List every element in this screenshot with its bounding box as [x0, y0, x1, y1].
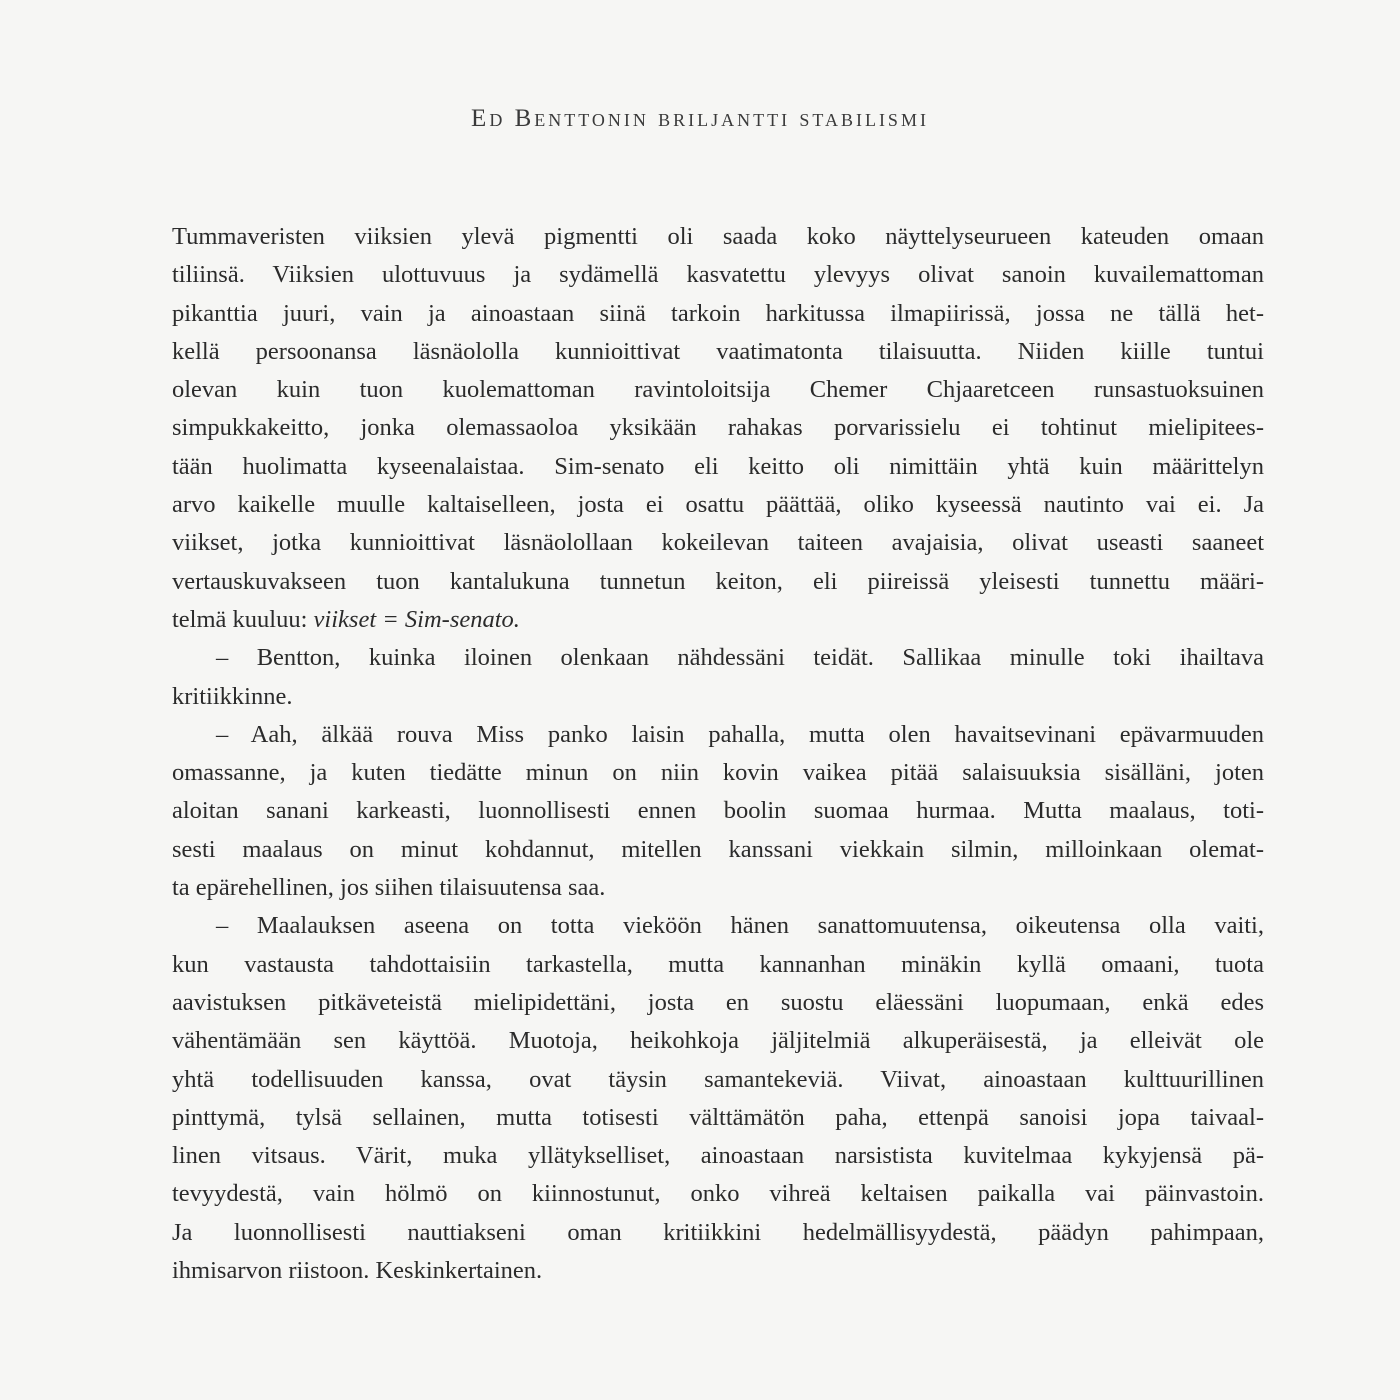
- text-line: aloitan sanani karkeasti, luonnollisesti ennen boolin suomaa hurmaa. Mutta maalaus, toti-: [172, 797, 1264, 825]
- text-line: pinttymä, tylsä sellainen, mutta totisesti välttämätön paha, ettenpä sanoisi jopa taivaal-: [172, 1103, 1264, 1131]
- text-line: [172, 601, 1264, 639]
- definition-prefix: telmä kuuluu:: [172, 605, 314, 633]
- text-line: ihmisarvon riistoon. Keskinkertainen.: [172, 1257, 543, 1285]
- text-line: viikset, jotka kunnioittivat läsnäolollaan kokeilevan taiteen avajaisia, olivat useasti saaneet: [172, 529, 1264, 557]
- text-line: ta epärehellinen, jos siihen tilaisuutensa saa.: [172, 874, 606, 902]
- text-line: pikanttia juuri, vain ja ainoastaan siinä tarkoin harkitussa ilmapiirissä, jossa ne tällä het-: [172, 299, 1264, 327]
- running-head-title: Ed Benttonin briljantti stabilismi: [471, 105, 929, 132]
- dialogue-line: – Bentton, kuinka iloinen olenkaan nähdessäni teidät. Sallikaa minulle toki ihailtava: [216, 644, 1264, 672]
- text-line: vähentämään sen käyttöä. Muotoja, heikohkoja jäljitelmiä alkuperäisestä, ja elleivät ole: [172, 1027, 1264, 1055]
- text-line: olevan kuin tuon kuolemattoman ravintoloitsija Chemer Chjaaretceen runsastuoksuinen: [172, 376, 1264, 404]
- text-line: omassanne, ja kuten tiedätte minun on niin kovin vaikea pitää salaisuuksia sisälläni, joten: [172, 759, 1264, 787]
- text-line: kun vastausta tahdottaisiin tarkastella, mutta kannanhan minäkin kyllä omaani, tuota: [172, 950, 1264, 978]
- text-line: tiliinsä. Viiksien ulottuvuus ja sydämellä kasvatettu ylevyys olivat sanoin kuvailemattoman: [172, 261, 1264, 289]
- text-line: yhtä todellisuuden kanssa, ovat täysin samantekeviä. Viivat, ainoastaan kulttuurillinen: [172, 1065, 1264, 1093]
- body-text: [172, 218, 1264, 1290]
- text-line: aavistuksen pitkäveteistä mielipidettäni, josta en suostu eläessäni luopumaan, enkä edes: [172, 988, 1264, 1016]
- dialogue-line: – Maalauksen aseena on totta vieköön hänen sanattomuutensa, oikeutensa olla vaiti,: [216, 912, 1264, 940]
- dialogue-line: – Aah, älkää rouva Miss panko laisin pahalla, mutta olen havaitsevinani epävarmuuden: [216, 720, 1264, 748]
- text-line: kellä persoonansa läsnäololla kunnioittivat vaatimatonta tilaisuutta. Niiden kiille tuntui: [172, 337, 1264, 365]
- text-line: tään huolimatta kyseenalaistaa. Sim-senato eli keitto oli nimittäin yhtä kuin määrittelyn: [172, 452, 1264, 480]
- text-line: arvo kaikelle muulle kaltaiselleen, josta ei osattu päättää, oliko kyseessä nautinto vai ei. Ja: [172, 491, 1264, 519]
- text-line: kritiikkinne.: [172, 682, 293, 710]
- text-line: sesti maalaus on minut kohdannut, mitellen kanssani viekkain silmin, milloinkaan olemat-: [172, 835, 1264, 863]
- text-line: Ja luonnollisesti nauttiakseni oman kritiikkini hedelmällisyydestä, päädyn pahimpaan,: [172, 1218, 1264, 1246]
- text-line: linen vitsaus. Värit, muka yllätykselliset, ainoastaan narsistista kuvitelmaa kykyjensä pä-: [172, 1142, 1264, 1170]
- text-line: simpukkakeitto, jonka olemassaoloa yksikään rahakas porvarissielu ei tohtinut mielipitees-: [172, 414, 1264, 442]
- definition-italic: viikset = Sim-senato.: [313, 605, 520, 633]
- text-line: Tummaveristen viiksien ylevä pigmentti oli saada koko näyttelyseurueen kateuden omaan: [172, 223, 1264, 250]
- text-line: tevyydestä, vain hölmö on kiinnostunut, onko vihreä keltaisen paikalla vai päinvastoin.: [172, 1180, 1264, 1208]
- text-line: vertauskuvakseen tuon kantalukuna tunnetun keiton, eli piireissä yleisesti tunnettu määri-: [172, 567, 1264, 595]
